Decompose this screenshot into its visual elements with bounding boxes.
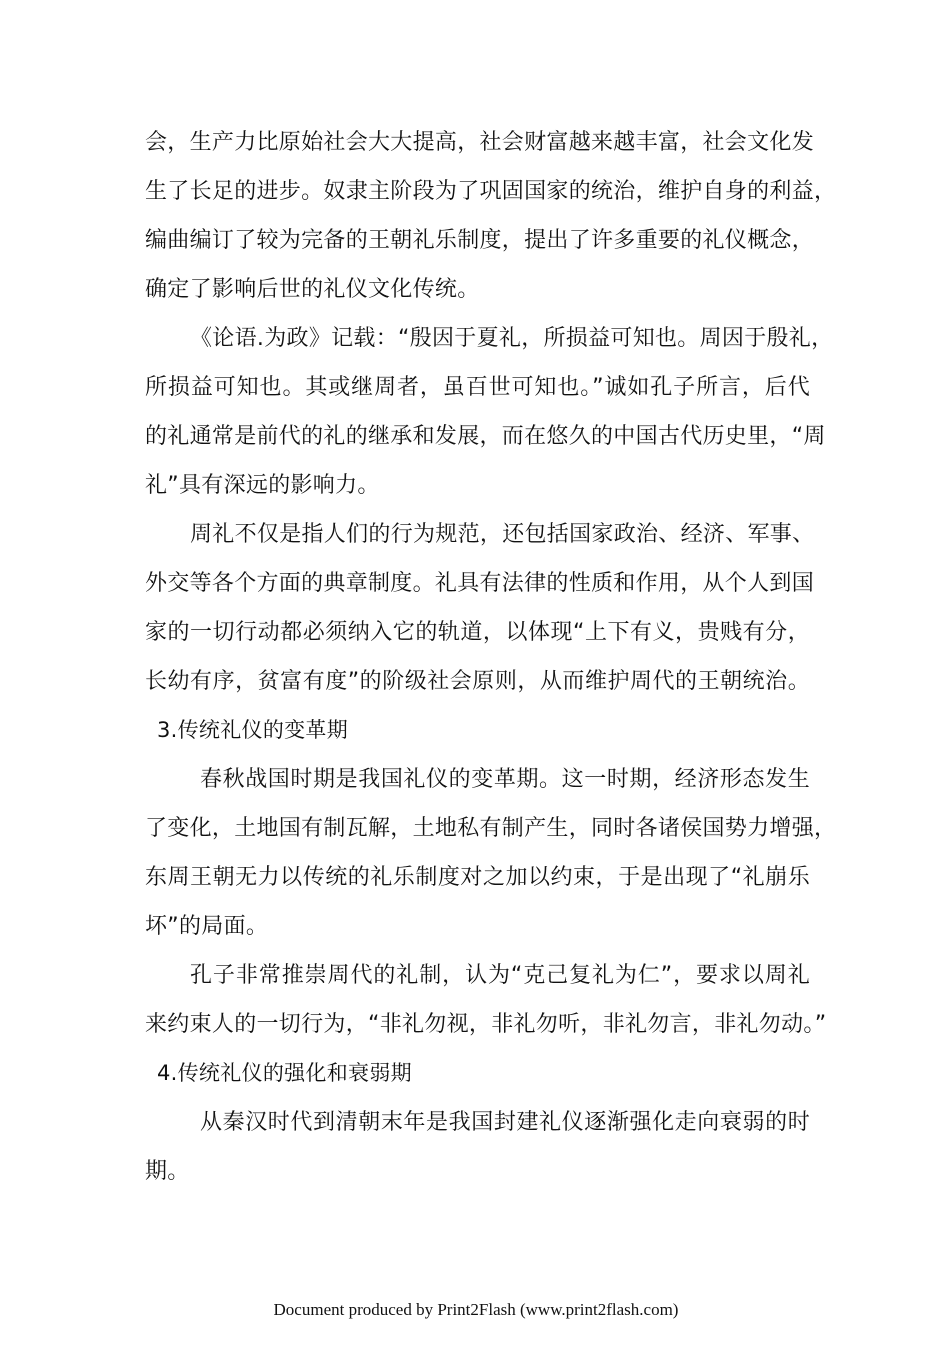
paragraph-line: 会，生产力比原始社会大大提高，社会财富越来越丰富，社会文化发 <box>145 130 815 155</box>
paragraph-line: 生了长足的进步。奴隶主阶段为了巩固国家的统治，维护自身的利益， <box>145 179 837 204</box>
paragraph-line: 礼”具有深远的影响力。 <box>145 473 380 498</box>
section-heading: 4.传统礼仪的强化和衰弱期 <box>157 1061 412 1085</box>
paragraph-line: 春秋战国时期是我国礼仪的变革期。这一时期，经济形态发生 <box>200 767 810 792</box>
paragraph-line: 坏”的局面。 <box>145 914 269 939</box>
paragraph-line: 确定了影响后世的礼仪文化传统。 <box>145 277 480 302</box>
paragraph-line: 从秦汉时代到清朝末年是我国封建礼仪逐渐强化走向衰弱的时 <box>200 1110 810 1135</box>
paragraph-line: 东周王朝无力以传统的礼乐制度对之加以约束，于是出现了“礼崩乐 <box>145 865 810 890</box>
paragraph-line: 家的一切行动都必须纳入它的轨道，以体现“上下有义，贵贱有分， <box>145 620 810 645</box>
paragraph-line: 周礼不仅是指人们的行为规范，还包括国家政治、经济、军事、 <box>190 522 815 547</box>
section-heading: 3.传统礼仪的变革期 <box>157 718 349 742</box>
paragraph-line: 了变化，土地国有制瓦解，土地私有制产生，同时各诸侯国势力增强， <box>145 816 837 841</box>
paragraph-line: 《论语.为政》记载：“殷因于夏礼，所损益可知也。周因于殷礼， <box>190 326 834 351</box>
paragraph-line: 来约束人的一切行为，“非礼勿视，非礼勿听，非礼勿言，非礼勿动。” <box>145 1012 827 1037</box>
paragraph-line: 的礼通常是前代的礼的继承和发展，而在悠久的中国古代历史里，“周 <box>145 424 826 449</box>
paragraph-line: 编曲编订了较为完备的王朝礼乐制度，提出了许多重要的礼仪概念， <box>145 228 815 253</box>
document-body <box>145 118 837 1196</box>
paragraph-line: 长幼有序，贫富有度”的阶级社会原则，从而维护周代的王朝统治。 <box>145 669 810 694</box>
page-footer: Document produced by Print2Flash (www.print2flash.com) <box>273 1300 679 1319</box>
paragraph-line: 期。 <box>145 1159 190 1184</box>
paragraph-line: 外交等各个方面的典章制度。礼具有法律的性质和作用，从个人到国 <box>145 571 815 596</box>
paragraph-line: 孔子非常推崇周代的礼制，认为“克己复礼为仁”，要求以周礼 <box>190 963 810 988</box>
paragraph-line: 所损益可知也。其或继周者，虽百世可知也。”诚如孔子所言，后代 <box>145 375 810 400</box>
